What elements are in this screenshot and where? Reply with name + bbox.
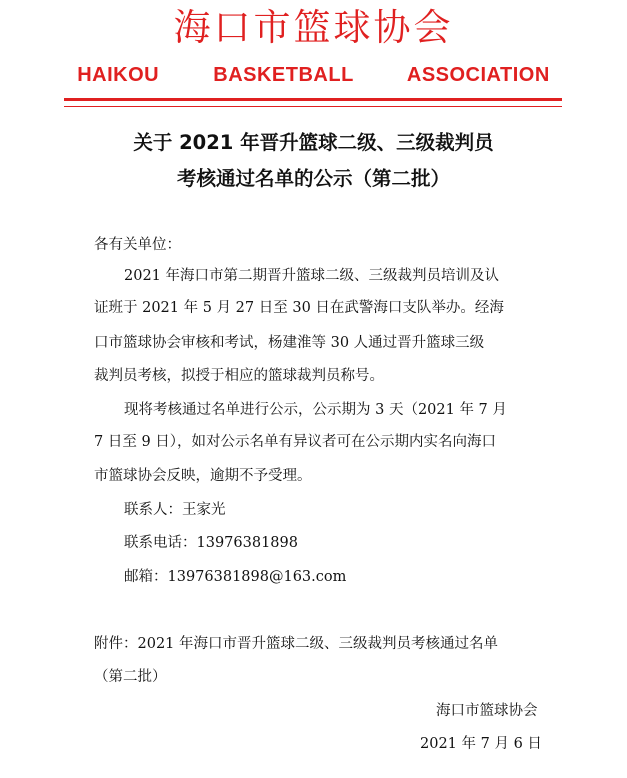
signature-date: 2021 年 7 月 6 日 [420,736,542,752]
contact-phone: 联系电话：13976381898 [124,535,298,551]
org-name-en: HAIKOU BASKETBALL ASSOCIATION [77,64,550,86]
contact-email: 邮箱：13976381898@163.com [124,569,347,585]
signature-org: 海口市篮球协会 [436,703,538,719]
paragraph1-line: 证班于 2021 年 5 月 27 日至 30 日在武警海口支队举办。经海 [94,300,504,316]
document-title-line2: 考核通过名单的公示（第二批） [176,167,450,190]
paragraph1-line: 2021 年海口市第二期晋升篮球二级、三级裁判员培训及认 [124,268,500,284]
document-title-line1: 关于 2021 年晋升篮球二级、三级裁判员 [133,131,494,154]
contact-person: 联系人：王家光 [124,502,226,518]
paragraph2-line: 现将考核通过名单进行公示，公示期为 3 天（2021 年 7 月 [124,402,507,418]
org-name-cn: 海口市篮球协会 [173,6,454,49]
attachment-line1: 附件：2021 年海口市晋升篮球二级、三级裁判员考核通过名单 [94,636,499,652]
paragraph2-line: 市篮球协会反映，逾期不予受理。 [94,468,312,484]
paragraph1-line: 口市篮球协会审核和考试，杨建淮等 30 人通过晋升篮球三级 [94,335,485,351]
paragraph2-line: 7 日至 9 日），如对公示名单有异议者可在公示期内实名向海口 [94,434,497,450]
paragraph1-line: 裁判员考核，拟授于相应的篮球裁判员称号。 [94,368,384,384]
header-rule-thin [64,106,562,107]
salutation: 各有关单位： [94,237,181,253]
attachment-line2: （第二批） [94,669,167,685]
header-rule-thick [64,98,562,101]
